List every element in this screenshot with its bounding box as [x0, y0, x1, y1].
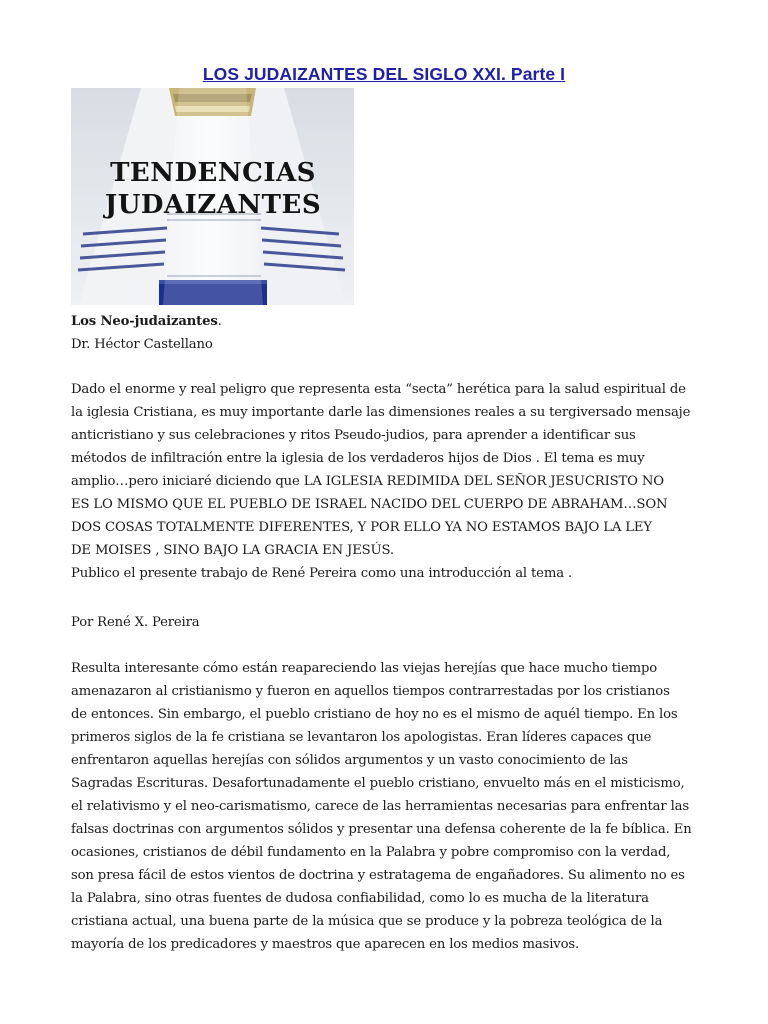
byline-block: [71, 611, 701, 634]
body-line: enfrentaron aquellas herejías con sólidos argumentos y un vasto conocimiento de las: [71, 753, 628, 768]
subtitle: Los Neo-judaizantes: [71, 314, 218, 329]
body-line: Sagradas Escrituras. Desafortunadamente el pueblo cristiano, envuelto más en el misticismo,: [71, 776, 685, 791]
article-title[interactable]: LOS JUDAIZANTES DEL SIGLO XXI. Parte I: [202, 64, 566, 84]
intro-line: Dado el enorme y real peligro que representa esta “secta” herética para la salud espiritual de: [71, 382, 686, 397]
author: Dr. Héctor Castellano: [71, 337, 213, 352]
tallit-image: [71, 88, 354, 305]
body-line: el relativismo y el neo-carismatismo, carece de las herramientas necesarias para enfrentar las: [71, 799, 689, 814]
intro-paragraph: [71, 378, 701, 585]
body-line: falsas doctrinas con argumentos sólidos y presentar una defensa coherente de la fe bíblica. En: [71, 822, 692, 837]
subtitle-period: .: [217, 314, 222, 329]
body-line: mayoría de los predicadores y maestros que aparecen en los medios masivos.: [71, 937, 580, 952]
body-line: primeros siglos de la fe cristiana se levantaron los apologistas. Eran líderes capaces que: [71, 730, 652, 745]
byline: Por René X. Pereira: [71, 615, 200, 630]
intro-line: Publico el presente trabajo de René Pereira como una introducción al tema .: [71, 566, 572, 581]
body-paragraph: [71, 657, 701, 956]
body-line: Resulta interesante cómo están reapareciendo las viejas herejías que hace mucho tiempo: [71, 661, 658, 676]
intro-line: DOS COSAS TOTALMENTE DIFERENTES, Y POR ELLO YA NO ESTAMOS BAJO LA LEY: [71, 520, 652, 535]
intro-line: ES LO MISMO QUE EL PUEBLO DE ISRAEL NACIDO DEL CUERPO DE ABRAHAM…SON: [71, 497, 668, 512]
intro-line: DE MOISES , SINO BAJO LA GRACIA EN JESÚS.: [71, 543, 394, 558]
article-header: [71, 310, 701, 356]
intro-line: la iglesia Cristiana, es muy importante darle las dimensiones reales a su tergiversado mensaje: [71, 405, 691, 420]
body-line: ocasiones, cristianos de débil fundamento en la Palabra y pobre compromiso con la verdad,: [71, 845, 671, 860]
body-line: amenazaron al cristianismo y fueron en aquellos tiempos contrarrestadas por los cristianos: [71, 684, 670, 699]
intro-line: métodos de infiltración entre la iglesia de los verdaderos hijos de Dios . El tema es muy: [71, 451, 645, 466]
image-label-line1: TENDENCIAS: [110, 158, 316, 188]
body-line: son presa fácil de estos vientos de doctrina y estratagema de engañadores. Su alimento no es: [71, 868, 685, 883]
intro-line: anticristiano y sus celebraciones y ritos Pseudo-judios, para aprender a identificar sus: [71, 428, 636, 443]
body-line: de entonces. Sin embargo, el pueblo cristiano de hoy no es el mismo de aquél tiempo. En los: [71, 707, 678, 722]
body-line: cristiana actual, una buena parte de la música que se produce y la pobreza teológica de la: [71, 914, 663, 929]
body-line: la Palabra, sino otras fuentes de dudosa confiabilidad, como lo es mucha de la literatura: [71, 891, 649, 906]
intro-line: amplio…pero iniciaré diciendo que LA IGLESIA REDIMIDA DEL SEÑOR JESUCRISTO NO: [71, 474, 664, 489]
subtitle-line: [71, 310, 701, 333]
image-label-line2: JUDAIZANTES: [104, 190, 322, 220]
